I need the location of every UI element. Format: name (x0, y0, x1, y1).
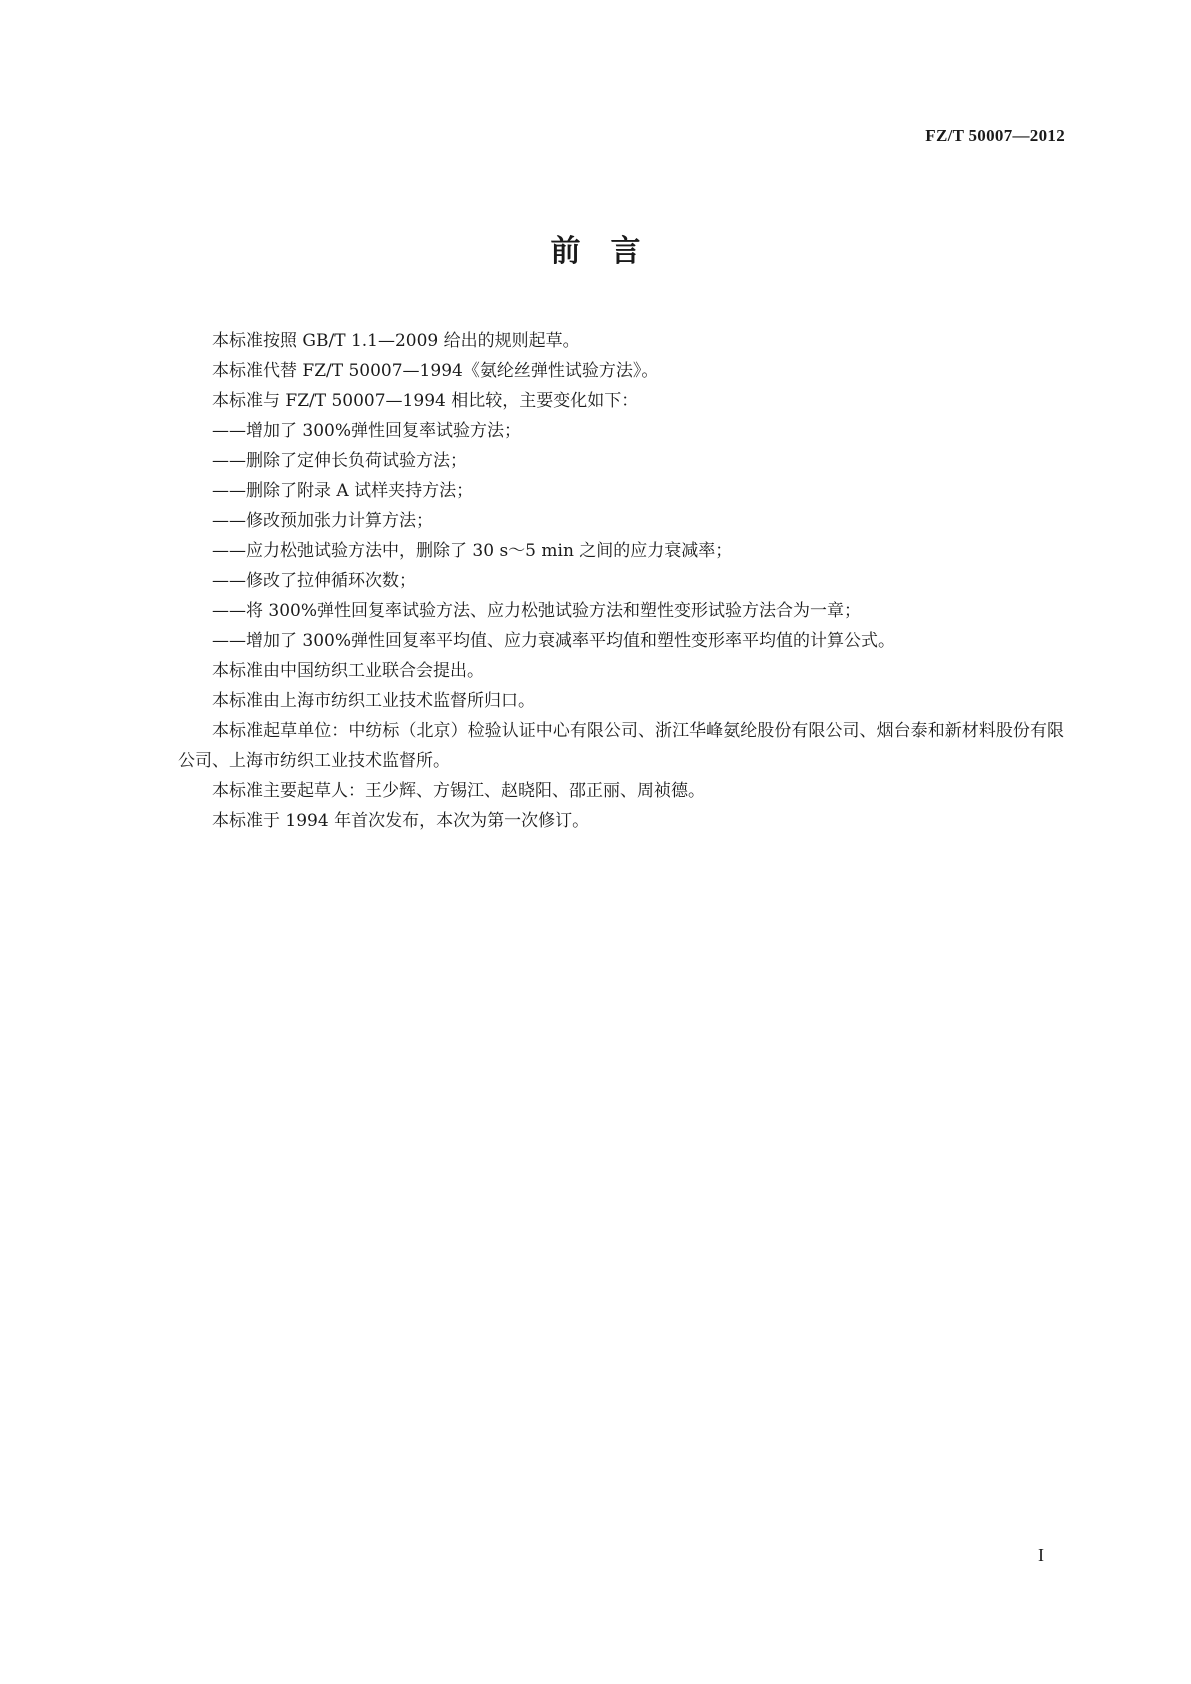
paragraph: 本标准由上海市纺织工业技术监督所归口。 (212, 691, 535, 711)
changes-list (178, 416, 1064, 656)
paragraph: 本标准按照 GB/T 1.1—2009 给出的规则起草。 (212, 331, 580, 351)
change-item: ——修改预加张力计算方法； (212, 511, 433, 531)
change-item: ——删除了附录 A 试样夹持方法； (212, 481, 474, 501)
change-item: ——增加了 300%弹性回复率平均值、应力衰减率平均值和塑性变形率平均值的计算公式。 (212, 631, 896, 651)
foreword-body (178, 326, 1064, 836)
change-item: ——删除了定伸长负荷试验方法； (212, 451, 467, 471)
page-title: 前 言 (550, 234, 641, 269)
paragraph: 本标准由中国纺织工业联合会提出。 (212, 661, 484, 681)
change-item: ——增加了 300%弹性回复率试验方法； (212, 421, 522, 441)
paragraph: 本标准主要起草人：王少辉、方锡江、赵晓阳、邵正丽、周祯德。 (212, 781, 705, 801)
paragraph: 本标准代替 FZ/T 50007—1994《氨纶丝弹性试验方法》。 (212, 361, 659, 381)
paragraph: 本标准起草单位：中纺标（北京）检验认证中心有限公司、浙江华峰氨纶股份有限公司、烟台泰和新材料股份有限公司、上海市纺织工业技术监督所。 (178, 721, 1064, 771)
paragraph: 本标准于 1994 年首次发布，本次为第一次修订。 (212, 811, 590, 831)
change-item: ——将 300%弹性回复率试验方法、应力松弛试验方法和塑性变形试验方法合为一章； (212, 601, 862, 621)
change-item: ——应力松弛试验方法中，删除了 30 s～5 min 之间的应力衰减率； (212, 541, 733, 561)
standard-code: FZ/T 50007—2012 (925, 126, 1065, 145)
change-item: ——修改了拉伸循环次数； (212, 571, 416, 591)
paragraph: 本标准与 FZ/T 50007—1994 相比较，主要变化如下： (212, 391, 639, 411)
page-number: I (1038, 1545, 1044, 1565)
